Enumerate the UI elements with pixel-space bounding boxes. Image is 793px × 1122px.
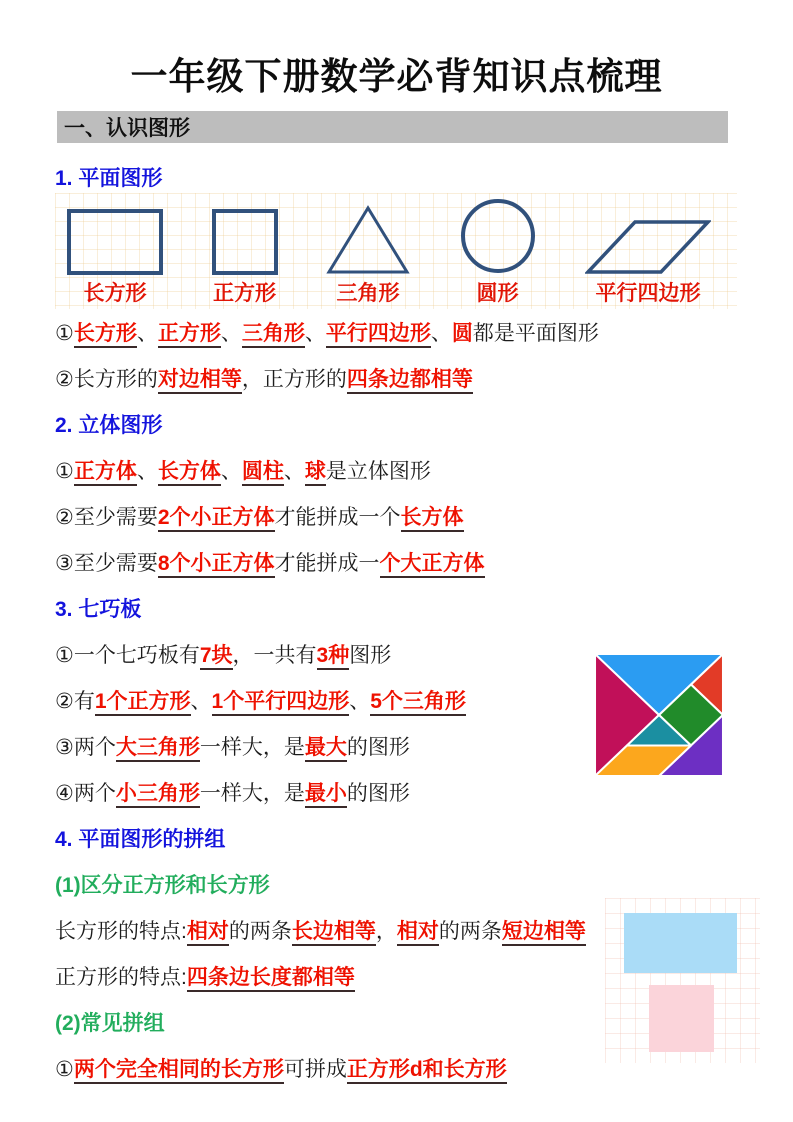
shape-label: 圆形 — [476, 282, 519, 305]
text-segment: 、 — [220, 322, 242, 345]
sub-heading: 3. 七巧板 — [55, 598, 142, 621]
text-segment: ③至少需要 — [55, 552, 158, 575]
text-segment: ，正方形的 — [241, 368, 347, 391]
text-segment: 最大 — [305, 736, 347, 762]
text-segment: 8个小正方体 — [158, 552, 275, 578]
text-segment: 正方形 — [158, 322, 221, 348]
content-flow — [55, 321, 615, 1103]
knowledge-line — [55, 919, 615, 945]
page-title: 一年级下册数学必背知识点梳理 — [130, 56, 663, 97]
text-segment: 一样大，是 — [199, 782, 305, 805]
text-segment: 、 — [136, 322, 158, 345]
text-segment: ① — [55, 460, 74, 483]
text-segment: 可拼成 — [283, 1058, 347, 1081]
shape-label: 平行四边形 — [595, 282, 701, 305]
text-segment: ②至少需要 — [55, 506, 158, 529]
text-segment: 短边相等 — [502, 920, 586, 946]
text-segment: 、 — [283, 460, 305, 483]
text-segment: 的两条 — [438, 920, 502, 943]
text-segment: 小三角形 — [116, 782, 200, 808]
text-segment: 相对 — [397, 920, 439, 946]
knowledge-line — [55, 1057, 615, 1083]
sub-heading: (2)常见拼组 — [55, 1012, 165, 1035]
text-segment: 图形 — [349, 644, 392, 667]
text-segment: 圆 — [451, 322, 473, 345]
text-segment: ， — [375, 920, 397, 943]
text-segment: 是立体图形 — [325, 460, 431, 483]
text-segment: 一样大，是 — [199, 736, 305, 759]
text-segment: ① — [55, 1058, 74, 1081]
knowledge-line — [55, 321, 615, 347]
text-segment: 、 — [349, 690, 371, 713]
sub-heading: 4. 平面图形的拼组 — [55, 828, 226, 851]
shape-label: 三角形 — [336, 282, 400, 305]
text-segment: 7块 — [200, 644, 233, 670]
text-segment: 两个完全相同的长方形 — [74, 1058, 284, 1084]
parallelogram-shape — [585, 219, 711, 275]
text-segment: 球 — [305, 460, 326, 486]
text-segment: 对边相等 — [158, 368, 242, 394]
knowledge-line — [55, 367, 615, 393]
knowledge-line — [55, 781, 615, 807]
knowledge-line — [55, 643, 615, 669]
shape-cell-triangle — [326, 205, 410, 307]
demo-rectangle — [624, 913, 737, 973]
text-segment: ②有 — [55, 690, 95, 713]
text-segment: ①一个七巧板有 — [55, 644, 200, 667]
text-segment: 相对 — [187, 920, 229, 946]
text-segment: ②长方形的 — [55, 368, 158, 391]
text-segment: 都是平面图形 — [472, 322, 599, 345]
knowledge-line — [55, 689, 615, 715]
knowledge-line — [55, 459, 615, 485]
triangle-shape — [326, 205, 410, 275]
tangram-illustration — [595, 654, 723, 776]
text-segment: ③两个 — [55, 736, 116, 759]
text-segment: 长方形 — [74, 322, 137, 348]
text-segment: 正方体 — [74, 460, 137, 486]
text-segment: 的图形 — [346, 782, 410, 805]
text-segment: 大三角形 — [116, 736, 200, 762]
text-segment: 圆柱 — [242, 460, 284, 486]
plane-figures-illustration — [55, 193, 737, 309]
text-segment: 1个平行四边形 — [212, 690, 350, 716]
text-segment: 才能拼成一 — [274, 552, 380, 575]
tangram-svg — [595, 654, 723, 776]
text-segment: 最小 — [305, 782, 347, 808]
text-segment: 平行四边形 — [326, 322, 431, 348]
text-segment: 三角形 — [242, 322, 305, 348]
rectangle-shape — [67, 209, 163, 275]
knowledge-line — [55, 551, 615, 577]
text-segment: 、 — [220, 460, 242, 483]
text-segment: 正方形的特点: — [55, 966, 187, 989]
text-segment: 的图形 — [346, 736, 410, 759]
rectangle-square-illustration — [605, 898, 760, 1063]
text-segment: 长方体 — [401, 506, 464, 532]
text-segment: 、 — [190, 690, 212, 713]
text-segment: 四条边都相等 — [347, 368, 473, 394]
text-segment: 个大正方体 — [380, 552, 485, 578]
text-segment: 四条边长度都相等 — [187, 966, 355, 992]
shape-label: 长方形 — [83, 282, 147, 305]
knowledge-line — [55, 965, 615, 991]
knowledge-line — [55, 735, 615, 761]
shape-cell-rectangle — [67, 209, 163, 307]
text-segment: 5个三角形 — [370, 690, 466, 716]
section-header-text: 一、认识图形 — [64, 117, 190, 140]
text-segment: 的两条 — [228, 920, 292, 943]
knowledge-line — [55, 505, 615, 531]
text-segment: ，一共有 — [232, 644, 317, 667]
text-segment: 、 — [136, 460, 158, 483]
text-segment: 、 — [430, 322, 452, 345]
shape-cell-square — [212, 209, 278, 307]
circle-shape — [459, 197, 537, 275]
section-header-bar — [57, 111, 728, 143]
shape-cell-parallelogram — [585, 219, 711, 307]
shape-cell-circle — [459, 197, 537, 307]
text-segment: ① — [55, 322, 74, 345]
sub-heading: (1)区分正方形和长方形 — [55, 874, 270, 897]
shape-label: 正方形 — [213, 282, 276, 305]
text-segment: 1个正方形 — [95, 690, 191, 716]
text-segment: 3种 — [317, 644, 350, 670]
text-segment: 才能拼成一个 — [274, 506, 401, 529]
sub-heading-plane-figures: 1. 平面图形 — [55, 167, 163, 190]
text-segment: 2个小正方体 — [158, 506, 275, 532]
text-segment: 长边相等 — [292, 920, 376, 946]
square-shape — [212, 209, 278, 275]
sub-heading: 2. 立体图形 — [55, 414, 163, 437]
demo-square — [649, 985, 714, 1052]
text-segment: 正方形d和长方形 — [347, 1058, 507, 1084]
text-segment: 、 — [304, 322, 326, 345]
text-segment: ④两个 — [55, 782, 116, 805]
text-segment: 长方体 — [158, 460, 221, 486]
text-segment: 长方形的特点: — [55, 920, 187, 943]
